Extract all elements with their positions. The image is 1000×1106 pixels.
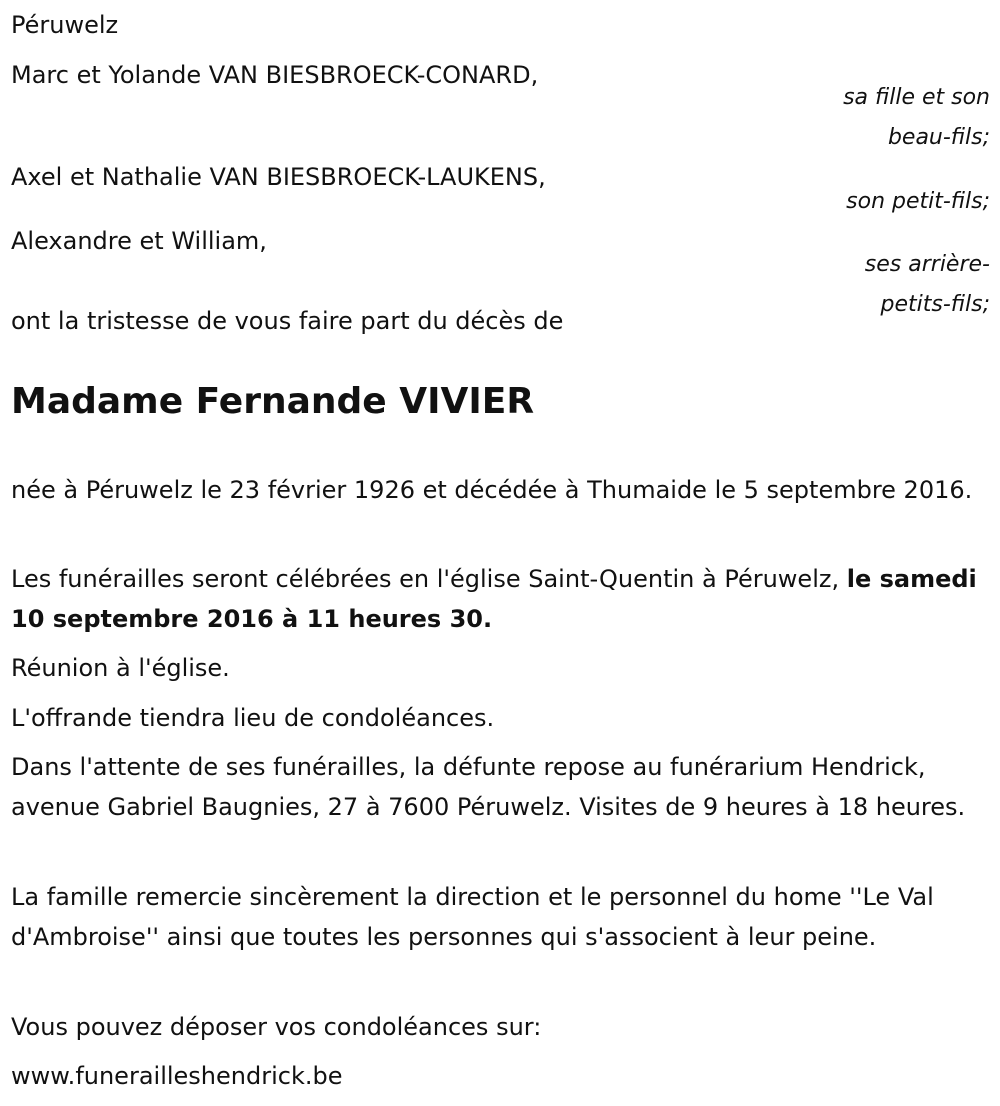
funeral-date: le samedi 10 septembre 2016 à 11 heures 30. [11,565,977,633]
thanks-text: La famille remercie sincèrement la direction et le personnel du home ''Le Val d'Ambroise'' ainsi que toutes les personnes qui s'associent à leur peine. [11,883,934,951]
offering-text: L'offrande tiendra lieu de condoléances. [11,704,495,732]
deceased-name: Madame Fernande VIVIER [11,381,535,422]
relation-3-line-2: petits-fils; [880,292,990,317]
relation-3-line-1: ses arrière- [864,252,990,277]
funeral-intro: Les funérailles seront célébrées en l'église Saint-Quentin à Péruwelz, [11,565,847,593]
birth-death-text: née à Péruwelz le 23 février 1926 et décédée à Thumaide le 5 septembre 2016. [11,476,973,504]
meeting-text: Réunion à l'église. [11,654,230,682]
family-member-2: Axel et Nathalie VAN BIESBROECK-LAUKENS, [11,163,546,191]
condolences-intro: Vous pouvez déposer vos condoléances sur: [11,1013,542,1041]
relation-1-line-2: beau-fils; [887,125,990,150]
funeral-text [11,559,996,639]
family-member-3: Alexandre et William, [11,227,267,255]
relation-1-line-1: sa fille et son [843,85,990,110]
resting-text: Dans l'attente de ses funérailles, la défunte repose au funérarium Hendrick, avenue Gabriel Baugnies, 27 à 7600 Péruwelz. Visites de 9 heures à 18 heures. [11,753,966,821]
location-label: Péruwelz [11,11,119,39]
family-member-1: Marc et Yolande VAN BIESBROECK-CONARD, [11,61,539,89]
website-link[interactable]: www.funerailleshendrick.be [11,1062,343,1090]
announcement-text: ont la tristesse de vous faire part du décès de [11,307,564,335]
relation-2-line-1: son petit-fils; [846,189,990,214]
